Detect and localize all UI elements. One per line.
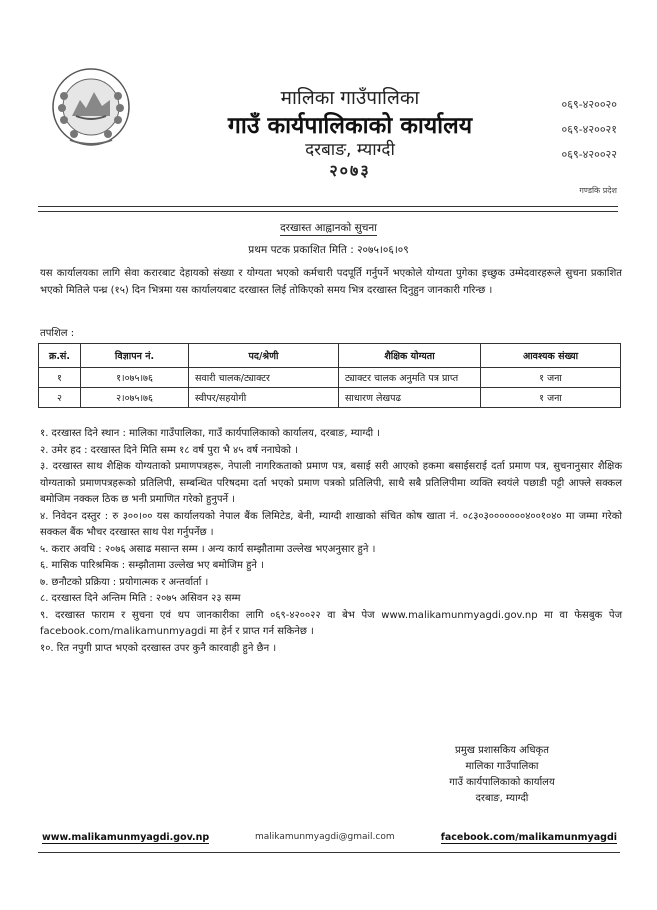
table-header-row — [39, 344, 621, 368]
intro-paragraph: यस कार्यालयका लागि सेवा करारबाट देहायको संख्या र योग्यता भएको कर्मचारी पदपूर्ति गर्नुपर्ने भएकोले योग्यता पुगेका इच्छुक उम्मेदवारहरूले सुचना प्रकाशित भएको मितिले पन्ध्र (१५) दिन भित्रमा यस कार्यालयबाट दरखास्त लिई तोकिएको समय भित्र दरखास्त दिनुहुन जानकारी गरिन्छ । — [40, 268, 622, 296]
website-link[interactable]: www.malikamunmyagdi.gov.np — [42, 832, 210, 843]
signatory-org: मालिका गाउँपालिका — [465, 761, 539, 772]
details-label: तपशिल : — [40, 328, 75, 339]
header-office-title: गाउँ कार्यपालिकाको कार्यालय — [227, 113, 473, 139]
table-cell: १ — [39, 368, 81, 388]
province-label: गण्डकि प्रदेश — [579, 186, 617, 195]
list-item: २. उमेर हद : दरखास्त दिने मिति सम्म १८ वर्ष पुरा भै ४५ वर्ष ननाघेको । — [40, 444, 298, 456]
list-item: १०. रित नपुगी प्राप्त भएको दरखास्त उपर कुनै कारवाही हुने छैन । — [40, 642, 277, 654]
list-item: ३. दरखास्त साथ शैक्षिक योग्यताको प्रमाणपत्रहरू, नेपाली नागरिकताको प्रमाण पत्र, बसाई सरी आएको हकमा बसाईसराई दर्ता प्रमाण पत्र, सुचनानुसार शैक्षिक योग्यताको प्रमाणपत्रहरूको प्रतिलिपी, सम्बन्धित परिषदमा दर्ता भएको प्रमाण पत्रको प्रतिलिपी, साथै सबै प्रतिलिपीमा व्यक्ति स्वयंले पछाडी पट्टी आफ्ले सक्कल बमोजिम नक्कल ठिक छ भनी प्रमाणित गरेको हुनुपर्ने । — [40, 461, 622, 505]
notice-title: दरखास्त आह्वानको सुचना — [280, 222, 377, 234]
list-item: ६. मासिक पारिश्रमिक : सम्झौतामा उल्लेख भए बमोजिम हुने । — [40, 560, 264, 571]
terms-list — [40, 426, 622, 657]
vacancy-table — [38, 343, 621, 408]
header-municipality: मालिका गाउँपालिका — [280, 87, 420, 109]
phone-number: ०६९-४२००२० — [561, 98, 617, 111]
table-cell: स्वीपर/सहयोगी — [189, 388, 339, 408]
list-item: ५. करार अवधि : २०७६ असाढ मसान्त सम्म । अन्य कार्य सम्झौतामा उल्लेख भएअनुसार हुने । — [40, 543, 376, 555]
table-row — [39, 368, 621, 388]
nepal-emblem-icon — [50, 66, 132, 148]
phone-number: ०६९-४२००२१ — [561, 123, 617, 136]
column-header: पद/श्रेणी — [189, 344, 339, 368]
column-header: क्र.सं. — [39, 344, 81, 368]
header-year: २०७३ — [329, 161, 371, 180]
list-item: ७. छनौटको प्रक्रिया : प्रयोगात्मक र अन्तर्वार्ता । — [40, 576, 209, 588]
table-cell: १।०७५।७६ — [81, 368, 189, 388]
list-item: १. दरखास्त दिने स्थान : मालिका गाउँपालिका, गाउँ कार्यपालिकाको कार्यालय, दरबाङ, म्याग्दी । — [40, 428, 381, 439]
table-cell: २।०७५।७६ — [81, 388, 189, 408]
phone-number: ०६९-४२००२२ — [561, 148, 617, 161]
table-row — [39, 388, 621, 408]
header-location: दरबाङ, म्याग्दी — [305, 140, 395, 160]
publication-date: प्रथम पटक प्रकाशित मिति : २०७५।०६।०९ — [248, 244, 409, 256]
table-cell: ट्याक्टर चालक अनुमति पत्र प्राप्त — [339, 368, 481, 388]
table-cell: १ जना — [481, 388, 621, 408]
column-header: आवश्यक संख्या — [481, 344, 621, 368]
column-header: शैक्षिक योग्यता — [339, 344, 481, 368]
header-divider — [38, 211, 618, 212]
signatory-title: प्रमुख प्रशासकिय अधिकृत — [455, 745, 549, 756]
table-cell: १ जना — [481, 368, 621, 388]
list-item: ९. दरखास्त फाराम र सुचना एवं थप जानकारीका लागि ०६९-४२००२२ वा बेभ पेज www.malikamunmyagdi.gov.np मा वा फेसबुक पेज facebook.com/malikamunmyagdi मा हेर्न र प्राप्त गर्न सकिनेछ । — [40, 609, 622, 637]
table-cell: साधारण लेखपढ — [339, 388, 481, 408]
signature-block — [412, 743, 592, 807]
email-link[interactable]: malikamunmyagdi@gmail.com — [255, 832, 395, 842]
signatory-location: दरबाङ, म्याग्दी — [475, 793, 529, 804]
table-cell: सवारी चालक/ट्याक्टर — [189, 368, 339, 388]
footer-divider — [38, 852, 620, 853]
column-header: विज्ञापन नं. — [81, 344, 189, 368]
header-divider — [38, 206, 618, 207]
signatory-office: गाउँ कार्यपालिकाको कार्यालय — [449, 777, 555, 788]
list-item: ४. निवेदन दस्तुर : रु ३००।०० यस कार्यालयको नेपाल बैंक लिमिटेड, बेनी, म्याग्दी शाखाको संचित कोष खाता नं. ०८३०३०००००००४००१०४० मा जम्मा गरेको सक्कल बैंक भौचर दरखास्त साथ पेश गर्नुपर्नेछ । — [40, 510, 622, 538]
table-cell: २ — [39, 388, 81, 408]
list-item: ८. दरखास्त दिने अन्तिम मिति : २०७५ असिवन २३ सम्म — [40, 593, 241, 604]
facebook-link[interactable]: facebook.com/malikamunmyagdi — [440, 832, 617, 843]
